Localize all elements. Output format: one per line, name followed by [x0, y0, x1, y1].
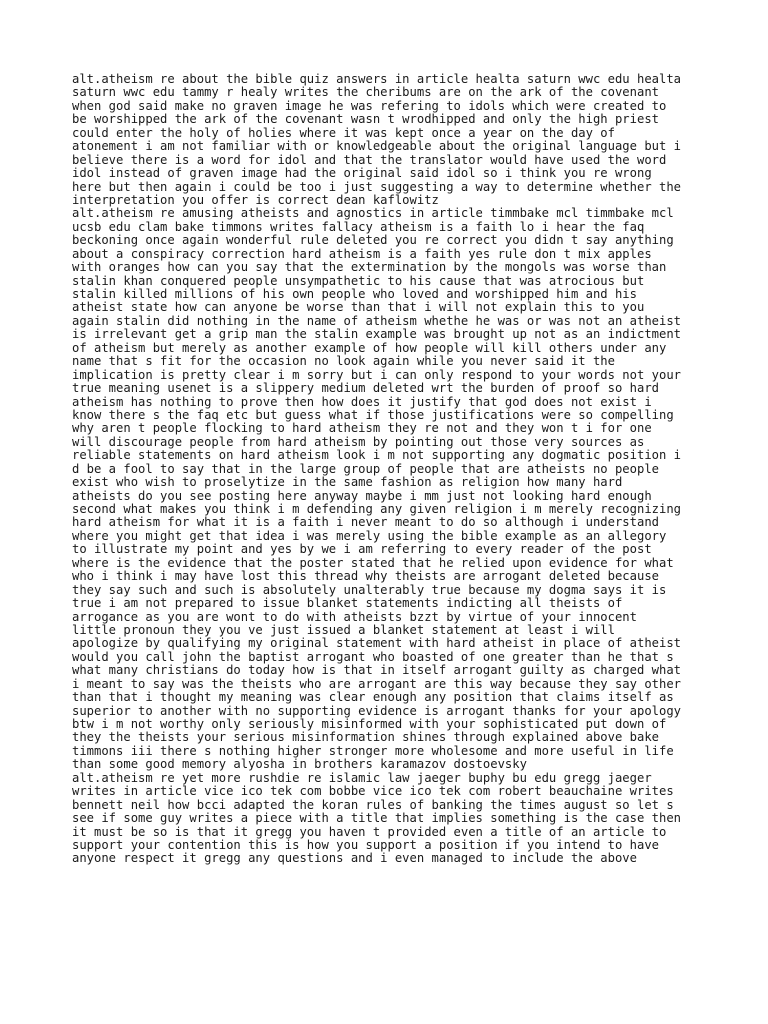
- text-line: little pronoun they you ve just issued a blanket statement at least i will: [72, 622, 615, 637]
- text-line: who i think i may have lost this thread why theists are arrogant deleted because: [72, 569, 659, 584]
- text-line: they say such and such is absolutely unalterably true because my dogma says it is: [72, 582, 667, 597]
- text-line: true meaning usenet is a slippery medium deleted wrt the burden of proof so hard: [72, 381, 659, 396]
- text-line: atheism has nothing to prove then how does it justify that god does not exist i: [72, 394, 652, 409]
- text-line: bennett neil how bcci adapted the koran rules of banking the times august so let s: [72, 797, 674, 812]
- text-line: to illustrate my point and yes by we i am referring to every reader of the post: [72, 542, 652, 557]
- document-page: [72, 73, 712, 866]
- text-line: reliable statements on hard atheism look i m not supporting any dogmatic position i: [72, 448, 682, 463]
- text-line: would you call john the baptist arrogant who boasted of one greater than he that s: [72, 649, 674, 664]
- text-line: interpretation you offer is correct dean kaflowitz: [72, 192, 439, 207]
- text-line: when god said make no graven image he was refering to idols which were created to: [72, 98, 667, 113]
- text-line: beckoning once again wonderful rule deleted you re correct you didn t say anything: [72, 233, 674, 248]
- text-line: where is the evidence that the poster stated that he relied upon evidence for what: [72, 555, 674, 570]
- text-line: of atheism but merely as another example of how people will kill others under any: [72, 340, 667, 355]
- text-line: it must be so is that it gregg you haven t provided even a title of an article to: [72, 824, 667, 839]
- text-line: second what makes you think i m defending any given religion i m merely recognizing: [72, 502, 682, 516]
- text-line: what many christians do today how is that in itself arrogant guilty as charged what: [72, 663, 682, 678]
- text-line: be worshipped the ark of the covenant wasn t wrodhipped and only the high priest: [72, 112, 659, 127]
- text-line: about a conspiracy correction hard atheism is a faith yes rule don t mix apples: [72, 246, 652, 261]
- text-line: stalin killed millions of his own people who loved and worshipped him and his: [72, 287, 637, 301]
- text-line: superior to another with no supporting evidence is arrogant thanks for your apology: [72, 703, 682, 718]
- text-line: is irrelevant get a grip man the stalin example was brought up not as an indictment: [72, 327, 682, 342]
- text-line: stalin khan conquered people unsympathetic to his cause that was atrocious but: [72, 273, 645, 288]
- text-line: atonement i am not familiar with or knowledgeable about the original language but i: [72, 139, 682, 154]
- text-line: than that i thought my meaning was clear enough any position that claims itself as: [72, 690, 674, 705]
- text-line: here but then again i could be too i just suggesting a way to determine whether the: [72, 179, 682, 194]
- text-line: believe there is a word for idol and that the translator would have used the word: [72, 152, 667, 167]
- text-line: exist who wish to proselytize in the same fashion as religion how many hard: [72, 475, 623, 490]
- text-line: implication is pretty clear i m sorry but i can only respond to your words not your: [72, 367, 682, 382]
- text-line: saturn wwc edu tammy r healy writes the cheribums are on the ark of the covenant: [72, 85, 659, 100]
- text-line: alt.atheism re yet more rushdie re islamic law jaeger buphy bu edu gregg jaeger: [72, 770, 652, 785]
- text-line: writes in article vice ico tek com bobbe vice ico tek com robert beauchaine writes: [72, 784, 674, 799]
- text-line: atheist state how can anyone be worse than that i will not explain this to you: [72, 300, 645, 315]
- text-line: btw i m not worthy only seriously misinformed with your sophisticated put down of: [72, 717, 667, 731]
- text-line: with oranges how can you say that the extermination by the mongols was worse than: [72, 260, 667, 275]
- text-line: arrogance as you are wont to do with atheists bzzt by virtue of your innocent: [72, 609, 637, 624]
- text-line: alt.atheism re amusing atheists and agnostics in article timmbake mcl timmbake mcl: [72, 206, 674, 221]
- text-line: apologize by qualifying my original statement with hard atheist in place of atheist: [72, 636, 682, 651]
- text-line: why aren t people flocking to hard atheism they re not and they won t i for one: [72, 421, 652, 436]
- text-line: support your contention this is how you support a position if you intend to have: [72, 837, 659, 852]
- text-line: alt.atheism re about the bible quiz answers in article healta saturn wwc edu healta: [72, 72, 682, 86]
- text-line: idol instead of graven image had the original said idol so i think you re wrong: [72, 166, 652, 181]
- text-line: know there s the faq etc but guess what if those justifications were so compelling: [72, 407, 674, 422]
- text-line: than some good memory alyosha in brothers karamazov dostoevsky: [72, 757, 527, 772]
- text-line: hard atheism for what it is a faith i never meant to do so although i understand: [72, 515, 659, 530]
- text-line: atheists do you see posting here anyway maybe i mm just not looking hard enough: [72, 488, 652, 503]
- text-line: see if some guy writes a piece with a title that implies something is the case then: [72, 811, 682, 826]
- text-line: d be a fool to say that in the large group of people that are atheists no people: [72, 461, 659, 476]
- text-line: could enter the holy of holies where it was kept once a year on the day of: [72, 125, 615, 140]
- text-line: again stalin did nothing in the name of atheism whethe he was or was not an atheist: [72, 313, 682, 328]
- text-line: where you might get that idea i was merely using the bible example as an allegory: [72, 528, 667, 543]
- text-line: anyone respect it gregg any questions and i even managed to include the above: [72, 851, 637, 866]
- text-line: ucsb edu clam bake timmons writes fallacy atheism is a faith lo i hear the faq: [72, 219, 645, 234]
- text-line: name that s fit for the occasion no look again while you never said it the: [72, 354, 615, 369]
- text-line: i meant to say was the theists who are arrogant are this way because they say other: [72, 676, 682, 691]
- text-line: they the theists your serious misinformation shines through explained above bake: [72, 730, 659, 745]
- text-line: true i am not prepared to issue blanket statements indicting all theists of: [72, 596, 623, 611]
- text-line: timmons iii there s nothing higher stronger more wholesome and more useful in life: [72, 743, 674, 758]
- text-line: will discourage people from hard atheism by pointing out those very sources as: [72, 434, 645, 449]
